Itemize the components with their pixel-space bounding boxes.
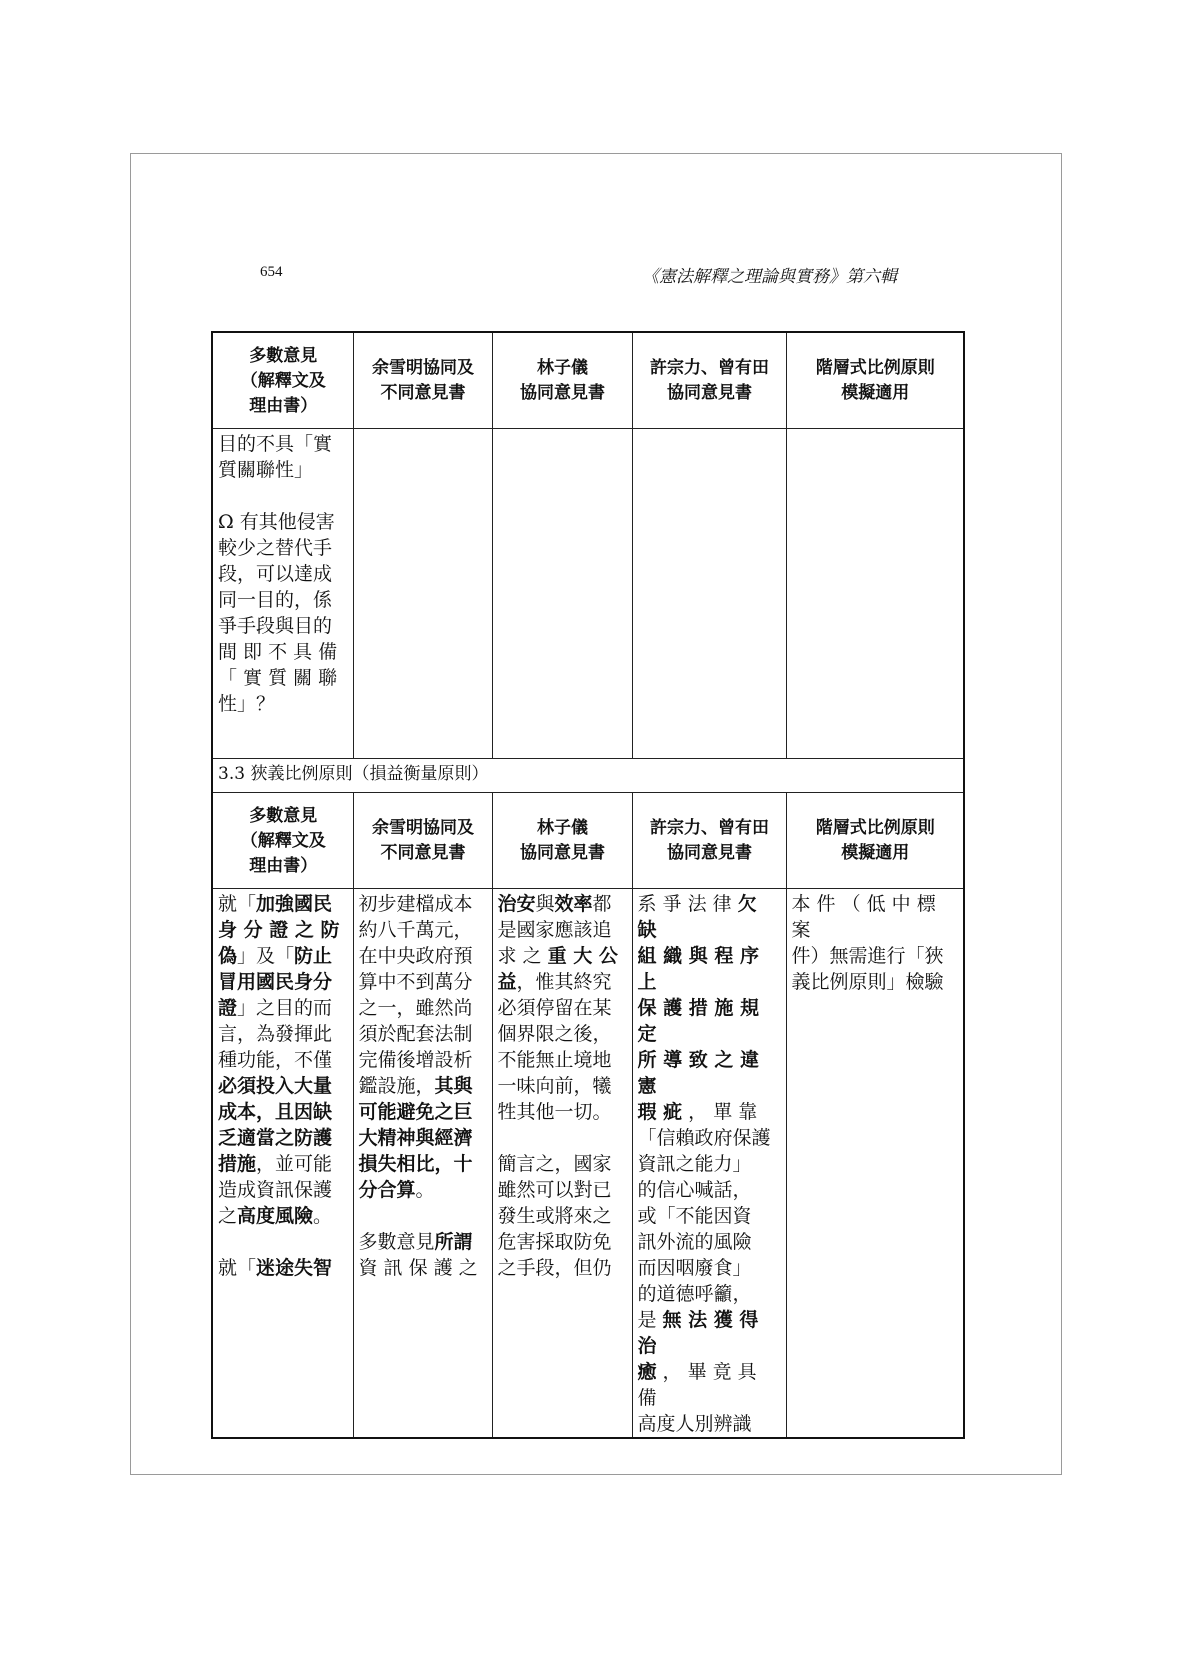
header-line: （解釋文及 bbox=[240, 830, 326, 851]
bold-text: 防止 bbox=[294, 944, 333, 967]
header-line: 許宗力、曾有田 bbox=[650, 358, 769, 379]
bold-text: 加強國民 bbox=[256, 892, 333, 915]
header-hsu-tseng bbox=[632, 332, 786, 428]
text-line bbox=[498, 1099, 628, 1125]
header-line: 多數意見 bbox=[249, 805, 318, 826]
header-line: 林子儀 bbox=[537, 358, 588, 379]
header-line: 階層式比例原則 bbox=[815, 818, 935, 838]
text-line: 「 實 質 關 聯 bbox=[218, 666, 338, 689]
text-run: 高度人別辨識 bbox=[637, 1412, 752, 1435]
header-line: 余雪明協同及 bbox=[372, 818, 474, 838]
header-yu bbox=[353, 332, 492, 428]
text-line bbox=[638, 1411, 782, 1437]
text-line bbox=[218, 1255, 349, 1281]
bold-text: 措施 bbox=[218, 1152, 257, 1175]
text-line bbox=[638, 1151, 782, 1177]
text-run: 義比例原則」檢驗 bbox=[791, 970, 944, 993]
text-line bbox=[638, 1203, 782, 1229]
text-line bbox=[638, 1177, 782, 1203]
text-line bbox=[218, 1229, 349, 1255]
text-line bbox=[638, 891, 782, 943]
cell-row1-col2 bbox=[353, 428, 492, 758]
text-run: 或「不能因資 bbox=[637, 1204, 752, 1227]
bold-text: 高度風險 bbox=[237, 1204, 314, 1227]
text-line bbox=[359, 1151, 488, 1177]
bold-text: 冒用國民身分 bbox=[218, 970, 333, 993]
text-run: 是國家應該追 bbox=[497, 918, 612, 941]
text-line: 較少之替代手 bbox=[218, 536, 333, 559]
text-line: Ω 有其他侵害 bbox=[218, 510, 335, 533]
text-line bbox=[638, 1307, 782, 1359]
bold-text: 大精神與經濟 bbox=[358, 1126, 473, 1149]
text-run: 系 爭 法 律 bbox=[637, 892, 738, 915]
text-run: 簡言之，國家 bbox=[497, 1152, 612, 1175]
text-run: 鑑設施， bbox=[358, 1074, 435, 1097]
header-line: 余雪明協同及 bbox=[372, 358, 474, 379]
text-line bbox=[792, 891, 960, 943]
header-line: 協同意見書 bbox=[520, 843, 605, 863]
text-line bbox=[638, 995, 782, 1047]
text-line bbox=[498, 1203, 628, 1229]
header-line: 模擬適用 bbox=[841, 843, 910, 863]
text-run: 件）無需進行「狹 bbox=[791, 944, 944, 967]
header-line: 多數意見 bbox=[249, 345, 318, 366]
cell-row2-col3 bbox=[492, 888, 632, 1438]
text-run: 危害採取防免 bbox=[497, 1230, 612, 1253]
bold-text: 證 bbox=[218, 996, 238, 1019]
header-line: 協同意見書 bbox=[667, 843, 752, 863]
bold-text: 重 大 公 bbox=[547, 944, 618, 967]
header-line: 協同意見書 bbox=[667, 383, 752, 404]
text-line bbox=[792, 943, 960, 969]
text-line: 目的不具「實 bbox=[218, 432, 333, 455]
text-run: 言，為發揮此 bbox=[218, 1022, 333, 1045]
header-line: 不同意見書 bbox=[380, 383, 466, 404]
text-run: 求 之 bbox=[497, 944, 548, 967]
text-run: 在中央政府預 bbox=[358, 944, 473, 967]
text-run: 資訊之能力」 bbox=[637, 1152, 752, 1175]
section-title: 3.3 狹義比例原則（損益衡量原則） bbox=[212, 758, 964, 792]
header-majority-2 bbox=[212, 792, 353, 888]
bold-text: 保 護 措 施 規 定 bbox=[637, 996, 759, 1045]
text-line bbox=[218, 1021, 349, 1047]
text-line bbox=[359, 1255, 488, 1281]
header-line: 協同意見書 bbox=[520, 383, 605, 404]
text-line bbox=[218, 995, 349, 1021]
text-line bbox=[498, 891, 628, 917]
text-run: 」及「 bbox=[237, 944, 295, 967]
bold-text: 治安 bbox=[497, 892, 536, 915]
text-line bbox=[218, 969, 349, 995]
text-line: 質關聯性」 bbox=[218, 458, 314, 481]
text-run: ， 畢 竟 具 備 bbox=[637, 1360, 757, 1409]
bold-text: 偽 bbox=[218, 944, 238, 967]
text-run: 」之目的而 bbox=[237, 996, 333, 1019]
row1-lines-a bbox=[218, 431, 349, 483]
text-run: 。 bbox=[415, 1178, 435, 1201]
text-run: 。 bbox=[313, 1204, 333, 1227]
text-line bbox=[218, 891, 349, 917]
text-run: 而因咽廢食」 bbox=[637, 1256, 752, 1279]
table-row bbox=[212, 888, 964, 1438]
bold-text: 可能避免之巨 bbox=[358, 1100, 473, 1123]
bold-text: 效率 bbox=[554, 892, 593, 915]
text-line bbox=[359, 1021, 488, 1047]
text-line bbox=[638, 1281, 782, 1307]
text-line bbox=[638, 943, 782, 995]
cell-row1-col4 bbox=[632, 428, 786, 758]
header-line: 不同意見書 bbox=[380, 843, 466, 863]
text-line bbox=[792, 969, 960, 995]
header-majority bbox=[212, 332, 353, 428]
text-line: 間 即 不 具 備 bbox=[218, 640, 338, 663]
text-line: 段，可以達成 bbox=[218, 562, 333, 585]
text-line bbox=[498, 1151, 628, 1177]
text-line bbox=[359, 891, 488, 917]
text-line bbox=[359, 1099, 488, 1125]
text-line: 同一目的，係 bbox=[218, 588, 333, 611]
text-line bbox=[218, 1047, 349, 1073]
text-line bbox=[218, 1177, 349, 1203]
header-hsu-tseng-2 bbox=[632, 792, 786, 888]
text-run: 種功能，不僅 bbox=[218, 1048, 333, 1071]
text-run: 的道德呼籲， bbox=[637, 1282, 752, 1305]
header-line: 模擬適用 bbox=[841, 383, 910, 404]
bold-text: 分合算 bbox=[358, 1178, 416, 1201]
text-run: 資 訊 保 護 之 bbox=[358, 1256, 478, 1279]
bold-text: 成本，且因缺 bbox=[218, 1100, 333, 1123]
text-line bbox=[218, 943, 349, 969]
header-hierarchical bbox=[786, 332, 964, 428]
text-line bbox=[359, 1073, 488, 1099]
header-line: 許宗力、曾有田 bbox=[650, 818, 769, 838]
cell-row2-col1 bbox=[212, 888, 353, 1438]
table-row bbox=[212, 428, 964, 758]
bold-text: 瑕 疵 bbox=[637, 1100, 683, 1123]
text-run: 之手段，但仍 bbox=[497, 1256, 612, 1279]
page-number: 654 bbox=[260, 264, 283, 280]
text-run: ，並可能 bbox=[256, 1152, 333, 1175]
text-line: 性」？ bbox=[218, 692, 276, 715]
cell-row2-col4 bbox=[632, 888, 786, 1438]
row1-lines-b bbox=[218, 509, 349, 717]
header-lin bbox=[492, 332, 632, 428]
text-run: 之一，雖然尚 bbox=[358, 996, 473, 1019]
text-line bbox=[498, 1125, 628, 1151]
text-run: 就「 bbox=[218, 1256, 257, 1279]
text-line bbox=[218, 1099, 349, 1125]
text-run: 一味向前，犧 bbox=[497, 1074, 612, 1097]
text-line bbox=[359, 1229, 488, 1255]
text-run: 訊外流的風險 bbox=[637, 1230, 752, 1253]
text-line bbox=[638, 1099, 782, 1125]
text-run: 完備後增設析 bbox=[358, 1048, 473, 1071]
header-line: 理由書） bbox=[249, 395, 318, 416]
text-run: 初步建檔成本 bbox=[358, 892, 473, 915]
table-header-row bbox=[212, 332, 964, 428]
bold-text: 所謂 bbox=[434, 1230, 473, 1253]
bold-text: 組 織 與 程 序 上 bbox=[637, 944, 759, 993]
text-line bbox=[359, 917, 488, 943]
bold-text: 迷途失智 bbox=[256, 1256, 333, 1279]
bold-text: 欠 缺 bbox=[637, 892, 757, 941]
text-line bbox=[498, 995, 628, 1021]
text-run: 造成資訊保護 bbox=[218, 1178, 333, 1201]
text-line bbox=[638, 1359, 782, 1411]
header-line: （解釋文及 bbox=[240, 370, 326, 391]
text-line bbox=[638, 1255, 782, 1281]
text-run: 個界限之後， bbox=[497, 1022, 612, 1045]
text-line bbox=[218, 1125, 349, 1151]
header-line: 階層式比例原則 bbox=[815, 358, 935, 379]
text-line bbox=[498, 1255, 628, 1281]
text-line bbox=[359, 943, 488, 969]
text-run: 必須停留在某 bbox=[497, 996, 612, 1019]
bold-text: 無 法 獲 得 治 bbox=[637, 1308, 759, 1357]
cell-row1-col5 bbox=[786, 428, 964, 758]
text-line bbox=[498, 1047, 628, 1073]
bold-text: 損失相比，十 bbox=[358, 1152, 473, 1175]
text-run: 不能無止境地 bbox=[497, 1048, 612, 1071]
text-run: 算中不到萬分 bbox=[358, 970, 473, 993]
bold-text: 癒 bbox=[637, 1360, 657, 1383]
header-line: 林子儀 bbox=[537, 818, 588, 838]
text-line bbox=[498, 1073, 628, 1099]
cell-row2-col5 bbox=[786, 888, 964, 1438]
comparison-table bbox=[211, 331, 965, 1439]
text-run: 都 bbox=[592, 892, 612, 915]
bold-text: 其與 bbox=[434, 1074, 473, 1097]
text-run: 「信賴政府保護 bbox=[637, 1126, 771, 1149]
text-line bbox=[498, 1229, 628, 1255]
text-line bbox=[498, 943, 628, 969]
header-lin-2 bbox=[492, 792, 632, 888]
text-run: 發生或將來之 bbox=[497, 1204, 612, 1227]
text-run: 約八千萬元， bbox=[358, 918, 473, 941]
text-line bbox=[498, 1021, 628, 1047]
text-line bbox=[359, 1177, 488, 1203]
text-line bbox=[359, 1047, 488, 1073]
text-run: 就「 bbox=[218, 892, 257, 915]
text-line bbox=[498, 917, 628, 943]
cell-row2-col2 bbox=[353, 888, 492, 1438]
text-line bbox=[498, 1177, 628, 1203]
text-line bbox=[218, 1151, 349, 1177]
header-yu-2 bbox=[353, 792, 492, 888]
header-line: 理由書） bbox=[249, 855, 318, 876]
text-line bbox=[359, 995, 488, 1021]
text-run: 本 件 （ 低 中 標 案 bbox=[791, 892, 936, 941]
text-run: 與 bbox=[535, 892, 555, 915]
text-run: 牲其他一切。 bbox=[497, 1100, 612, 1123]
table-header-row-2 bbox=[212, 792, 964, 888]
text-run: ， 單 靠 bbox=[682, 1100, 758, 1123]
text-line bbox=[359, 1203, 488, 1229]
text-line bbox=[638, 1047, 782, 1099]
text-run: ，惟其終究 bbox=[516, 970, 612, 993]
text-line bbox=[218, 1203, 349, 1229]
text-run: 之 bbox=[218, 1204, 238, 1227]
cell-row1-col1 bbox=[212, 428, 353, 758]
text-line bbox=[218, 917, 349, 943]
text-line bbox=[638, 1125, 782, 1151]
bold-text: 身 分 證 之 防 bbox=[218, 918, 340, 941]
text-run: 雖然可以對已 bbox=[497, 1178, 612, 1201]
text-run: 須於配套法制 bbox=[358, 1022, 473, 1045]
bold-text: 所 導 致 之 違 憲 bbox=[637, 1048, 759, 1097]
text-line bbox=[218, 1073, 349, 1099]
bold-text: 乏適當之防護 bbox=[218, 1126, 333, 1149]
section-row bbox=[212, 758, 964, 792]
text-run: 的信心喊話， bbox=[637, 1178, 752, 1201]
text-line: 爭手段與目的 bbox=[218, 614, 333, 637]
bold-text: 必須投入大量 bbox=[218, 1074, 333, 1097]
header-hierarchical-2 bbox=[786, 792, 964, 888]
text-line bbox=[498, 969, 628, 995]
text-run: 是 bbox=[637, 1308, 663, 1331]
text-line bbox=[359, 1125, 488, 1151]
running-title: 《憲法解釋之理論與實務》第六輯 bbox=[642, 267, 897, 287]
text-line bbox=[359, 969, 488, 995]
text-line bbox=[638, 1229, 782, 1255]
text-run: 多數意見 bbox=[358, 1230, 435, 1253]
cell-row1-col3 bbox=[492, 428, 632, 758]
bold-text: 益 bbox=[497, 970, 517, 993]
